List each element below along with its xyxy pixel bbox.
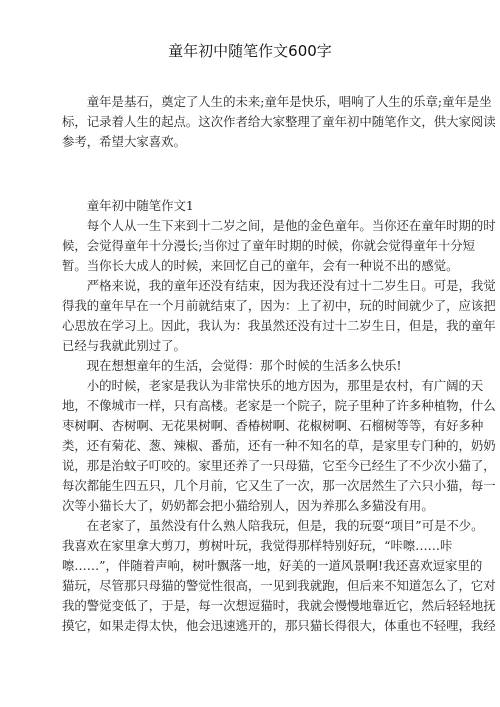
intro-paragraph (62, 92, 496, 152)
body-line: 说，那是治蚊子叮咬的。家里还养了一只母猫，它至今已经生了不少次小猫了， (62, 458, 496, 473)
section-heading-text: 童年初中随笔作文1 (62, 198, 194, 213)
intro-line: 童年是基石，奠定了人生的未来;童年是快乐，唱响了人生的乐章;童年是坐 (62, 94, 492, 109)
body-line: 在老家了，虽然没有什么熟人陪我玩，但是，我的玩耍“项目”可是不少。 (62, 518, 484, 533)
body-text (62, 216, 496, 636)
section-heading (62, 196, 442, 216)
document-title: 童年初中随笔作文600字 (168, 42, 332, 60)
body-line: 已经与我就此别过了。 (62, 338, 186, 353)
body-line: 次等小猫长大了，奶奶都会把小猫给别人，因为养那么多猫没有用。 (62, 498, 434, 513)
body-line: 类，还有菊花、葱、辣椒、番茄，还有一种不知名的草，是家里专门种的，奶奶 (62, 438, 496, 453)
body-line: 严格来说，我的童年还没有结束，因为我还没有过十二岁生日。可是，我觉 (62, 278, 496, 293)
body-line: 摸它，如果走得太快，他会迅速逃开的，那只猫长得很大，体重也不轻哩，我经 (62, 618, 496, 633)
body-line: 嚓……”，伴随着声响，树叶飘落一地，好美的一道风景啊!我还喜欢逗家里的 (62, 558, 483, 573)
body-line: 小的时候，老家是我认为非常快乐的地方因为，那里是农村，有广阔的天 (62, 378, 484, 393)
body-line: 心思放在学习上。因此，我认为：我虽然还没有过十二岁生日，但是，我的童年 (62, 318, 496, 333)
intro-line: 参考，希望大家喜欢。 (62, 134, 186, 149)
body-line: 地，不像城市一样，只有高楼。老家是一个院子，院子里种了许多种植物，什么 (62, 398, 496, 413)
body-line: 每次都能生四五只，几个月前，它又生了一次，那一次居然生了六只小猫，每一 (62, 478, 496, 493)
body-line: 候，会觉得童年十分漫长;当你过了童年时期的时候，你就会觉得童年十分短 (62, 238, 476, 253)
intro-line: 标，记录着人生的起点。这次作者给大家整理了童年初中随笔作文，供大家阅读 (62, 114, 496, 129)
body-line: 暂。当你长大成人的时候，来回忆自己的童年，会有一种说不出的感觉。 (62, 258, 459, 273)
body-line: 现在想想童年的生活，会觉得：那个时候的生活多么快乐! (62, 358, 402, 373)
body-line: 我的警觉变低了，于是，每一次想逗猫时，我就会慢慢地靠近它，然后轻轻地抚 (62, 598, 496, 613)
body-line: 猫玩，尽管那只母猫的警觉性很高，一见到我就跑，但后来不知道怎么了，它对 (62, 578, 496, 593)
body-line: 枣树啊、杏树啊、无花果树啊、香椿树啊、花椒树啊、石榴树等等，有好多种 (62, 418, 484, 433)
body-line: 每个人从一生下来到十二岁之间，是他的金色童年。当你还在童年时期的时 (62, 218, 496, 233)
body-line: 我喜欢在家里拿大剪刀，剪树叶玩，我觉得那样特别好玩，“咔嚓……咔 (62, 538, 453, 553)
body-line: 得我的童年早在一个月前就结束了，因为：上了初中，玩的时间就少了，应该把 (62, 298, 496, 313)
